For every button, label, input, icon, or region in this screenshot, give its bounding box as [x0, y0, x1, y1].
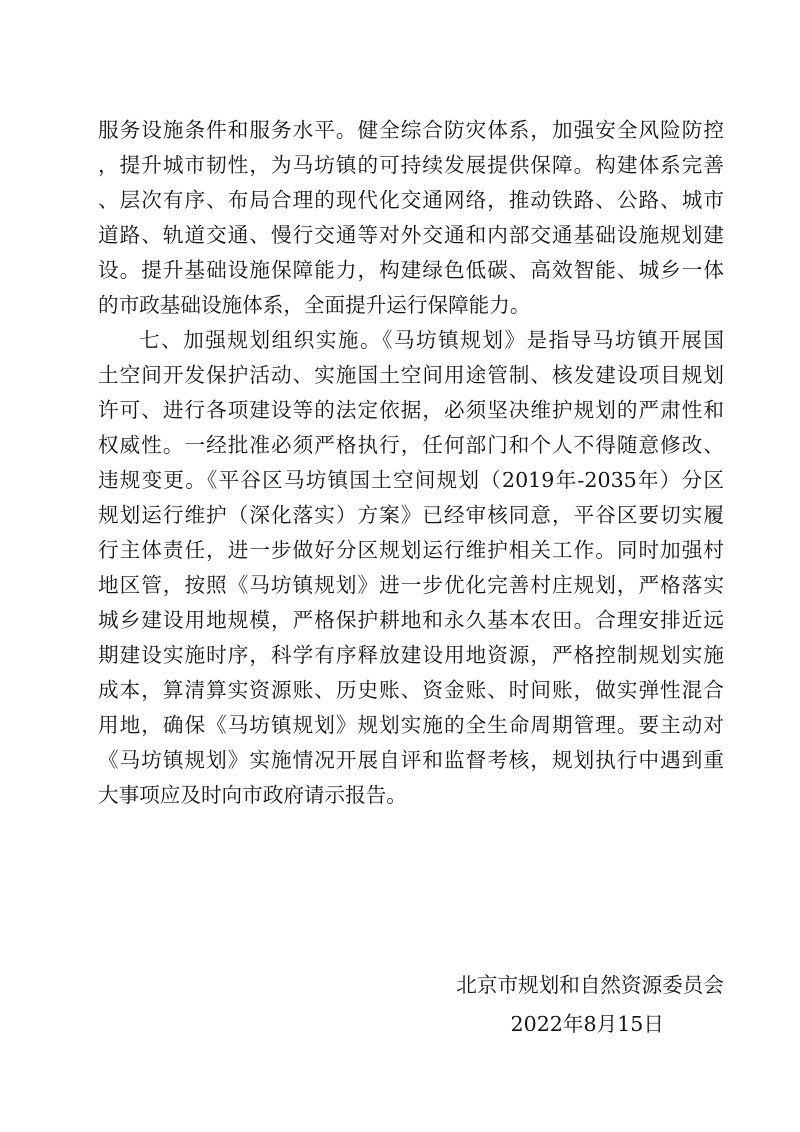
text-line: 土空间开发保护活动、实施国土空间用途管制、核发建设项目规划 — [98, 363, 724, 387]
text-line: 七、加强规划组织实施。《马坊镇规划》是指导马坊镇开展国 — [139, 328, 724, 352]
issue-date: 2022年8月15日 — [510, 1012, 664, 1036]
text-line: 许可、进行各项建设等的法定依据，必须坚决维护规划的严肃性和 — [98, 398, 724, 422]
text-line: 成本，算清算实资源账、历史账、资金账、时间账，做实弹性混合 — [98, 678, 724, 702]
document-body — [98, 113, 724, 813]
text-line: 违规变更。《平谷区马坊镇国土空间规划（2019年-2035年）分区 — [98, 468, 724, 492]
paragraph-implementation — [98, 323, 724, 813]
text-line: ，提升城市韧性，为马坊镇的可持续发展提供保障。构建体系完善 — [98, 153, 724, 177]
text-line: 、层次有序、布局合理的现代化交通网络，推动铁路、公路、城市 — [98, 188, 724, 212]
text-line: 设。提升基础设施保障能力，构建绿色低碳、高效智能、城乡一体 — [98, 258, 724, 282]
text-line: 权威性。一经批准必须严格执行，任何部门和个人不得随意修改、 — [98, 433, 724, 457]
text-line: 大事项应及时向市政府请示报告。 — [98, 783, 407, 807]
text-line: 《马坊镇规划》实施情况开展自评和监督考核，规划执行中遇到重 — [98, 748, 724, 772]
issuing-organization: 北京市规划和自然资源委员会 — [456, 973, 724, 997]
text-line: 用地，确保《马坊镇规划》规划实施的全生命周期管理。要主动对 — [98, 713, 724, 737]
text-line: 道路、轨道交通、慢行交通等对外交通和内部交通基础设施规划建 — [98, 223, 724, 247]
text-line: 的市政基础设施体系，全面提升运行保障能力。 — [98, 293, 531, 317]
paragraph-continuation — [98, 113, 724, 323]
text-line: 行主体责任，进一步做好分区规划运行维护相关工作。同时加强村 — [98, 538, 724, 562]
text-line: 地区管，按照《马坊镇规划》进一步优化完善村庄规划，严格落实 — [98, 573, 724, 597]
text-line: 城乡建设用地规模，严格保护耕地和永久基本农田。合理安排近远 — [98, 608, 724, 632]
text-line: 规划运行维护（深化落实）方案》已经审核同意，平谷区要切实履 — [98, 503, 724, 527]
signature-block — [456, 968, 724, 1042]
text-line: 服务设施条件和服务水平。健全综合防灾体系，加强安全风险防控 — [98, 118, 724, 142]
text-line: 期建设实施时序，科学有序释放建设用地资源，严格控制规划实施 — [98, 643, 724, 667]
